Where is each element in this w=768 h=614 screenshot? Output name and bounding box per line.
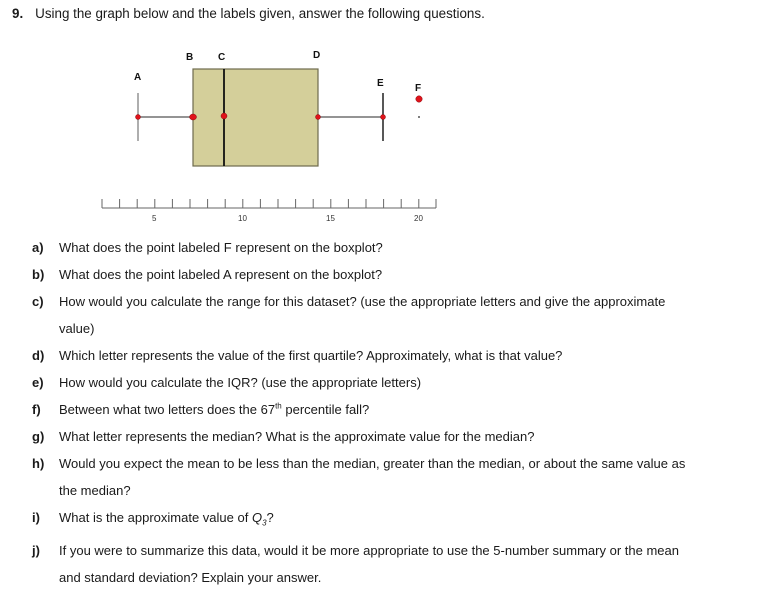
label-a: A	[134, 72, 142, 83]
tick-label-15: 15	[326, 214, 335, 223]
sub-question-text	[59, 504, 732, 537]
marker-d	[316, 115, 321, 120]
sub-question-g	[32, 423, 732, 450]
x-axis	[102, 199, 436, 208]
sub-question-c-continuation: value)	[59, 321, 95, 336]
ordinal-superscript: th	[275, 401, 282, 411]
sub-question-letter: c)	[32, 294, 44, 309]
sub-question-letter: j)	[32, 542, 40, 558]
tick-label-20: 20	[414, 214, 423, 223]
question-prompt: Using the graph below and the labels given, answer the following questions.	[35, 6, 485, 21]
marker-a	[136, 115, 141, 120]
sub-question-text: Which letter represents the value of the first quartile? Approximately, what is that value?	[59, 348, 563, 363]
label-d: D	[313, 50, 321, 61]
sub-question-text: How would you calculate the IQR? (use the appropriate letters)	[59, 375, 422, 390]
text-part: Between what two letters does the 67	[59, 402, 276, 417]
sub-question-letter: h)	[32, 456, 45, 471]
boxplot-chart	[0, 0, 768, 232]
sub-question-letter: g)	[32, 429, 45, 444]
sub-question-letter: i)	[32, 510, 40, 525]
sub-question-text: How would you calculate the range for this dataset? (use the appropriate letters and give the approximate	[59, 294, 666, 309]
sub-question-h-continuation: the median?	[59, 483, 131, 498]
sub-question-letter: a)	[32, 240, 44, 255]
text-part: What is the approximate value of	[59, 510, 252, 525]
sub-question-j-continuation: and standard deviation? Explain your answer.	[59, 569, 322, 585]
sub-question-i	[32, 504, 732, 537]
marker-e	[381, 115, 386, 120]
label-e: E	[377, 78, 384, 89]
sub-question-text: What does the point labeled F represent on the boxplot?	[59, 240, 383, 255]
sub-question-letter: b)	[32, 267, 45, 282]
text-part: percentile fall?	[281, 402, 370, 417]
q-symbol: Q	[251, 510, 263, 525]
sub-question-j	[32, 537, 732, 564]
label-f: F	[415, 83, 422, 94]
sub-question-text: Would you expect the mean to be less than the median, greater than the median, or about the same value as	[59, 456, 686, 471]
sub-question-e	[32, 369, 732, 396]
tick-label-10: 10	[238, 214, 247, 223]
sub-question-text: What does the point labeled A represent on the boxplot?	[59, 267, 383, 282]
sub-question-text: If you were to summarize this data, would it be more appropriate to use the 5-number summary or the mean	[59, 542, 679, 558]
iqr-box	[193, 69, 318, 166]
q-subscript: 3	[262, 518, 267, 528]
marker-b	[190, 114, 197, 120]
sub-question-letter: d)	[32, 348, 45, 363]
sub-question-list	[32, 234, 732, 591]
text-part: ?	[266, 510, 274, 525]
sub-question-h	[32, 450, 732, 477]
outlier-asterisk	[418, 116, 420, 118]
sub-question-b	[32, 261, 732, 288]
sub-question-c	[32, 288, 732, 315]
label-b: B	[186, 52, 194, 63]
sub-question-d	[32, 342, 732, 369]
sub-question-text: What letter represents the median? What is the approximate value for the median?	[59, 429, 535, 444]
marker-c	[221, 113, 227, 119]
sub-question-letter: e)	[32, 375, 44, 390]
marker-f	[416, 96, 422, 102]
label-c: C	[218, 52, 226, 63]
lower-whisker	[138, 93, 193, 141]
sub-question-a	[32, 234, 732, 261]
sub-question-f	[32, 396, 732, 423]
upper-whisker	[318, 93, 383, 141]
sub-question-letter: f)	[32, 402, 41, 417]
sub-question-text	[59, 396, 732, 423]
question-number: 9.	[12, 6, 24, 21]
tick-label-5: 5	[152, 214, 157, 223]
